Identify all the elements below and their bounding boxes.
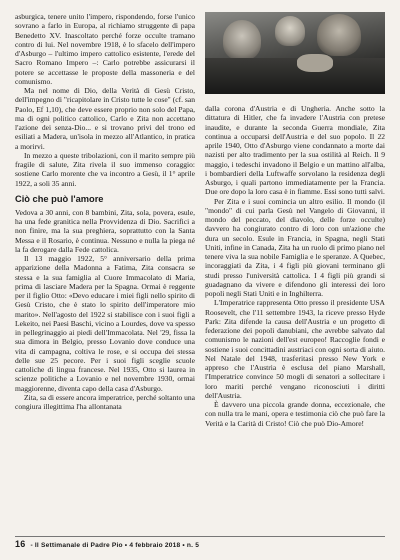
photo-hands (297, 54, 333, 72)
photo-figure (223, 20, 261, 60)
section-heading: Ciò che può l'amore (15, 193, 104, 204)
paragraph: asburgica, tenere unito l'impero, rispondendo, forse l'unico sovrano a farlo in Europa, al richiamo struggente di papa Benedetto XV. Inascoltato perché forze occulte tramano contro di lui. Nel novembre 1918, è lo sfacelo dell'impero d'Asburgo – l'ultimo impero cattolico esistente, l'erede del Sacro Romano Impero –: Carlo potrebbe assicurarsi il potere se accettasse le proposte della massoneria e del comunismo. (15, 12, 195, 86)
paragraph: Il 13 maggio 1922, 5° anniversario della prima apparizione della Madonna a Fatima, Zita consacra se stessa e la sua famiglia al Cuore Immacolato di Maria, prima di lasciare Madera per la Spagna. Ormai è reggente per il figlio Otto: «Devo educare i miei figli nello spirito di Gesù Cristo, che è stato lo spirito dell'imperatore mio marito». Nell'agosto del 1922 si stabilisce con i suoi figli a Lekeito, nei Paesi Baschi, vicino a Lourdes, dove va spesso in pellegrinaggio ai piedi dell'Immacolata. Nel '29, fissa la sua dimora in Belgio, presso Lovanio dove conduce una vita di campagna, coltiva le rose, e si occupa dei stessa delle sue 25 pecore. Per i suoi figli sceglie scuole cattoliche di lingua francese. Nel 1935, Otto si laurea in scienze politiche a Lovanio e nel novembre 1930, ormai maggiorenne, diventa capo della casa d'Asburgo. (15, 254, 195, 393)
paragraph: dalla corona d'Austria e di Ungheria. Anche sotto la dittatura di Hitler, che fa invadere l'Austria con pretese inaudite, e durante la seconda Guerra mondiale, Zita continua a occuparsi dell'Austria e del suo popolo. Il 22 aprile 1940, Otto d'Asburgo viene condannato a morte dai nazisti per alto tradimento per la sua ostilità al Reich. Il 9 maggio, i tedeschi invadono il Belgio e un mattino all'alba, i bombardieri della Luftwaffe sorvolano la residenza degli Asburgo, i quali partono immediatamente per la Francia. Due ore dopo la loro casa è in fiamme. Essi sono tutti salvi. (205, 104, 385, 197)
paragraph: L'Imperatrice rappresenta Otto presso il presidente USA Roosevelt, che l'11 settembre 1943, la riceve presso Hyde Park: Zita difende la causa dell'Austria e un progetto di federazione dei popoli danubiani, che avrebbe salvato dal comunismo le nazioni dell'est europeo! Raccoglie fondi e sostiene i suoi concittadini austriaci con ogni sorta di aiuto. Nel Natale del 1948, trasferitasi presso New York e appreso che l'Austria è esclusa del piano Marshall, l'Imperatrice convince 50 mogli di senatori a sollecitare i loro mariti perché vengano riconosciuti i diritti dell'Austria. (205, 298, 385, 400)
page-footer (15, 536, 385, 549)
right-column (205, 12, 385, 428)
paragraph: Vedova a 30 anni, con 8 bambini, Zita, sola, povera, esule, ha una fede granitica nella Provvidenza di Dio. Sacrifici a non finire, ma la sua preghiera, soprattutto con la Santa Messa e il Rosario, è continua. Nessuno e nulla la piega né la fa derogare dalla Fede cattolica. (15, 207, 195, 254)
left-column (15, 12, 195, 411)
paragraph: Zita, sa di essere ancora imperatrice, perché soltanto una congiura illegittima l'ha allontanata (15, 392, 195, 411)
paragraph: È davvero una piccola grande donna, eccezionale, che con nulla tra le mani, opera e testimonia ciò che può fare la Verità e la Carità di Cristo! Ciò che può Dio-Amore! (205, 400, 385, 428)
photo (205, 12, 385, 94)
photo-figure (275, 16, 305, 46)
footer-text: - Il Settimanale di Padre Pio • 4 febbraio 2018 • n. 5 (30, 542, 200, 549)
paragraph: Per Zita e i suoi comincia un altro esilio. Il mondo (il "mondo" di cui parla Gesù nel Vangelo di Giovanni, il mondo del peccato, del diavolo, delle forze occulte) davvero ha congiurato contro di loro con un'azione che dura un secolo. Esule in Francia, in Spagna, negli Stati Uniti, infine in Canada, Zita ha un ruolo di primo piano nel tenere viva la sua nobile Famiglia e le speranze. A Quebec, incoraggiati da Zita, i 4 figli più giovani terminano gli studi presso l'università cattolica. I 4 figli più grandi si guadagnano da vivere e difendono gli interessi dei loro popoli negli Stati Uniti e in Inghilterra. (205, 196, 385, 298)
page-number: 16 (15, 539, 26, 549)
photo-foreground (205, 58, 385, 94)
photo-figure (317, 14, 361, 56)
paragraph: In mezzo a queste tribolazioni, con il marito sempre più fragile di salute, Zita rivela il suo immenso coraggio: sostiene Carlo morente che va incontro a Gesù, il 1° aprile 1922, a soli 35 anni. (15, 150, 195, 188)
paragraph: Ma nel nome di Dio, della Verità di Gesù Cristo, dell'impegno di "ricapitolare in Cristo tutte le cose" (cf. san Paolo, Ef 1,10), che deve essere proprio non solo del Papa, ma di ogni politico cattolico, Carlo e Zita non accettano l'azione dei senza-Dio... e si trovano privi del trono ed esiliati a Madera, un'isola in mezzo all'Atlantico, in pratica a morirvi. (15, 86, 195, 151)
